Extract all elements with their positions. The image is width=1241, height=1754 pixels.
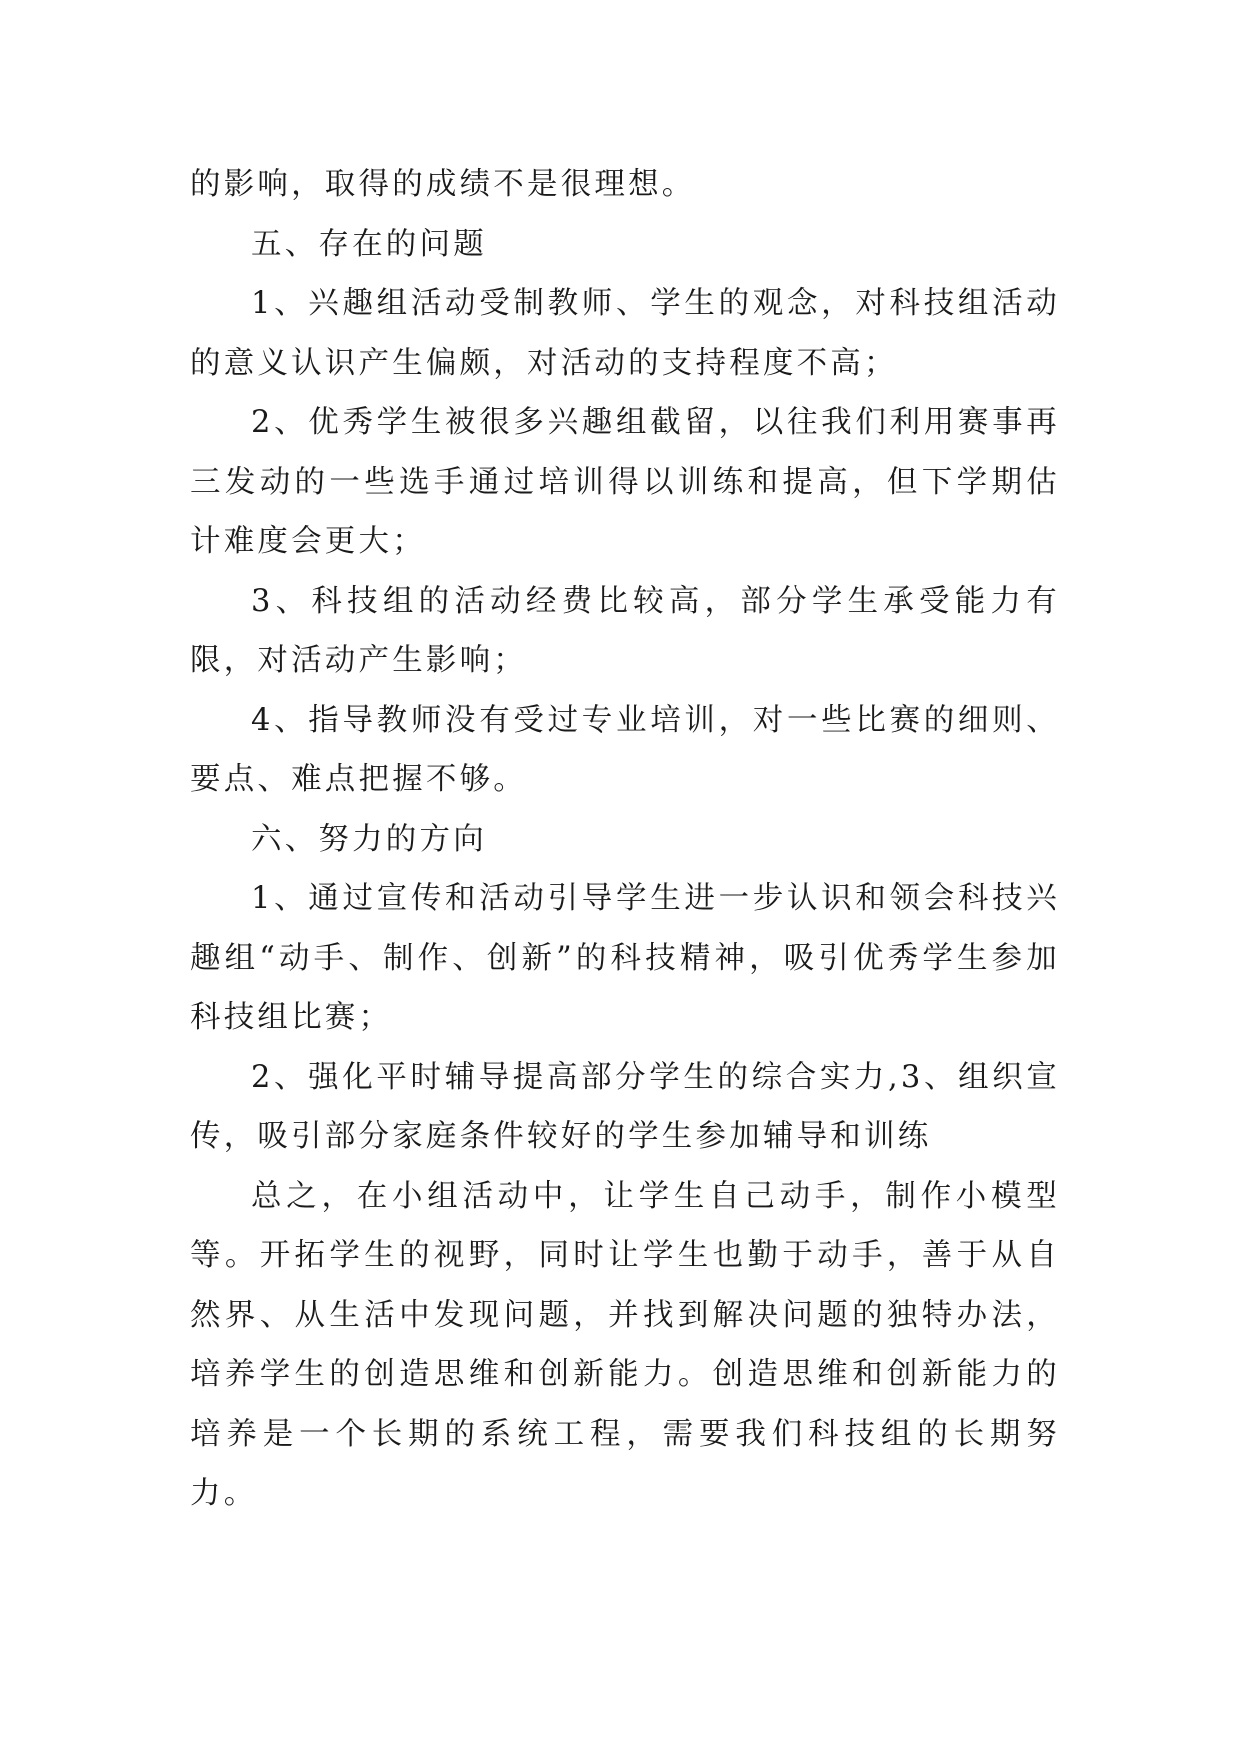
direction-item-2: 2、强化平时辅导提高部分学生的综合实力,3、组织宣传，吸引部分家庭条件较好的学生参加辅导和训练: [190, 1059, 1060, 1154]
section-heading-direction: 六、努力的方向: [251, 821, 487, 857]
document-body: [190, 155, 1060, 1524]
problem-item-4: 4、指导教师没有受过专业培训，对一些比赛的细则、要点、难点把握不够。: [190, 702, 1060, 797]
paragraph-continuation: 的影响，取得的成绩不是很理想。: [190, 167, 696, 202]
section-heading-problems: 五、存在的问题: [251, 226, 487, 262]
summary-paragraph: 总之，在小组活动中，让学生自己动手，制作小模型等。开拓学生的视野，同时让学生也勤于动手，善于从自然界、从生活中发现问题，并找到解决问题的独特办法，培养学生的创造思维和创新能力。创造思维和创新能力的培养是一个长期的系统工程，需要我们科技组的长期努力。: [190, 1178, 1060, 1511]
direction-item-1: 1、通过宣传和活动引导学生进一步认识和领会科技兴趣组“动手、制作、创新”的科技精神，吸引优秀学生参加科技组比赛；: [190, 881, 1060, 1035]
problem-item-2: 2、优秀学生被很多兴趣组截留，以往我们利用赛事再三发动的一些选手通过培训得以训练和提高，但下学期估计难度会更大；: [190, 405, 1060, 559]
problem-item-1: 1、兴趣组活动受制教师、学生的观念，对科技组活动的意义认识产生偏颇，对活动的支持程度不高；: [190, 286, 1060, 381]
problem-item-3: 3、科技组的活动经费比较高，部分学生承受能力有限，对活动产生影响；: [190, 583, 1060, 678]
